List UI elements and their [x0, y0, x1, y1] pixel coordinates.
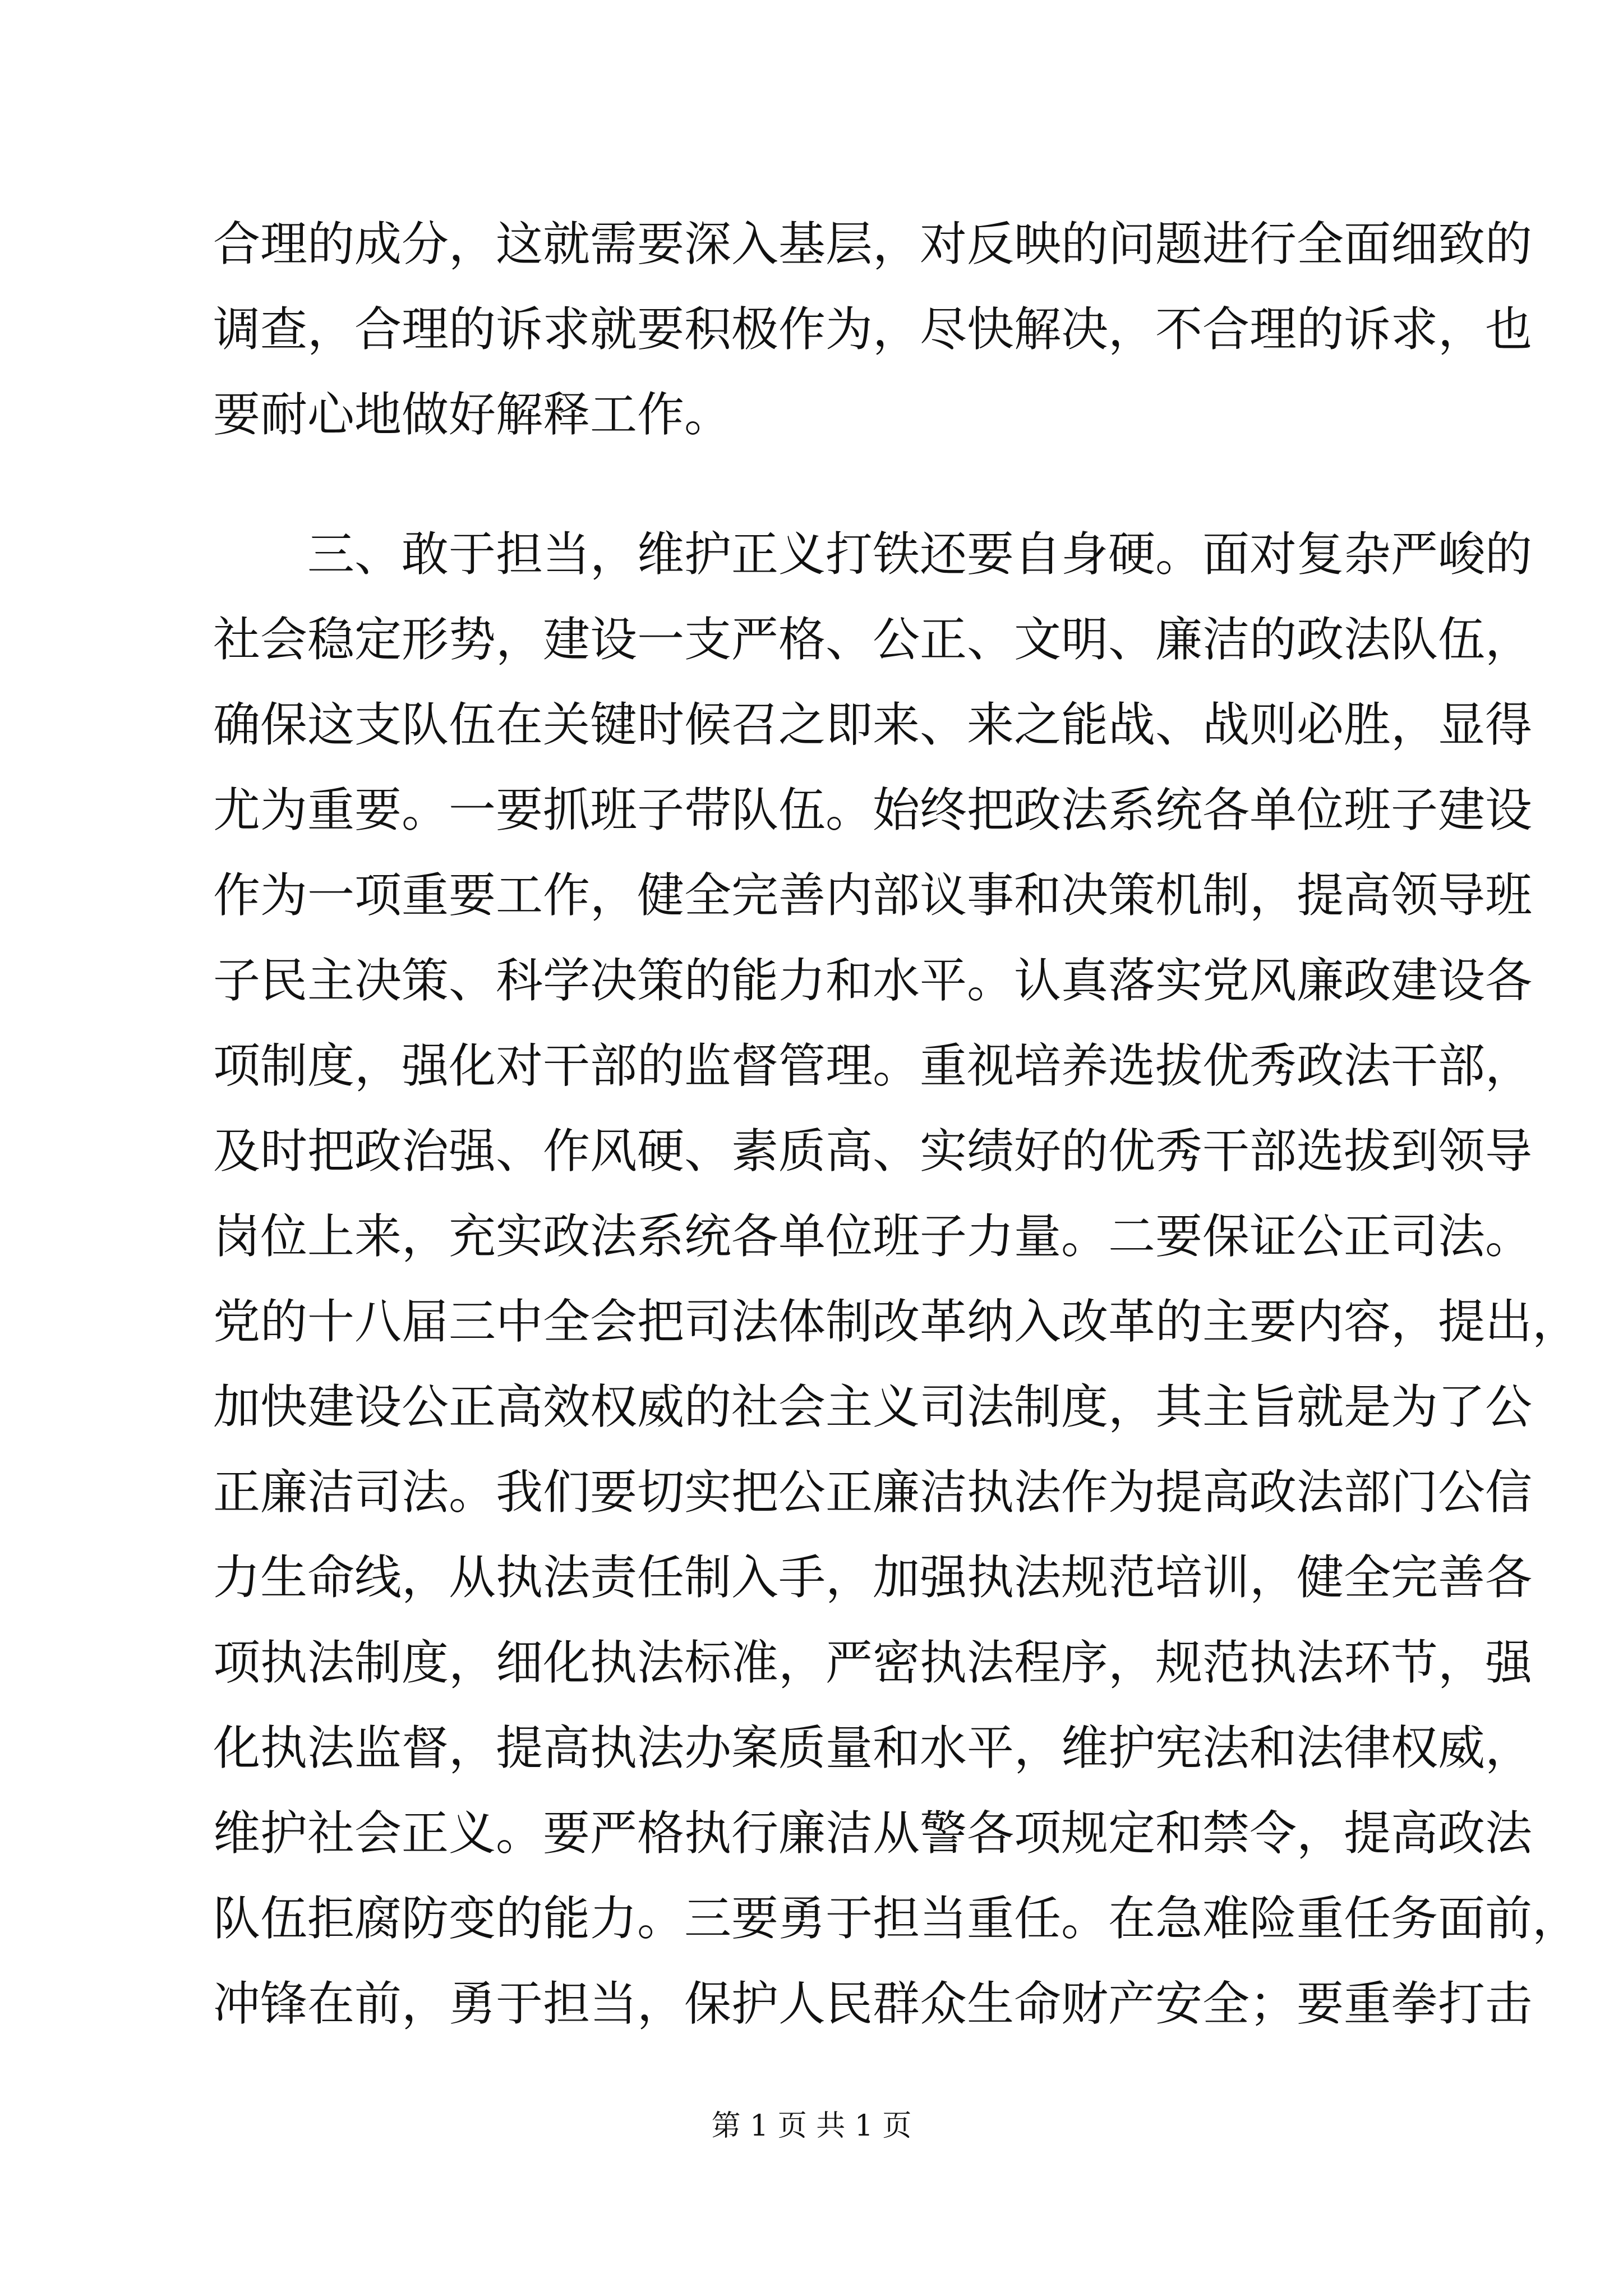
text-line: 社会稳定形势，建设一支严格、公正、文明、廉洁的政法队伍， — [213, 612, 1533, 667]
text-line: 党的十八届三中全会把司法体制改革纳入改革的主要内容，提出， — [213, 1294, 1580, 1349]
text-line: 要耐心地做好解释工作。 — [213, 387, 732, 442]
text-line: 冲锋在前，勇于担当，保护人民群众生命财产安全；要重拳打击 — [213, 1976, 1533, 2031]
text-line: 项制度，强化对干部的监督管理。重视培养选拔优秀政法干部， — [213, 1038, 1533, 1093]
text-line: 确保这支队伍在关键时候召之即来、来之能战、战则必胜，显得 — [213, 697, 1533, 752]
text-line: 维护社会正义。要严格执行廉洁从警各项规定和禁令，提高政法 — [213, 1806, 1533, 1861]
text-line: 合理的成分，这就需要深入基层，对反映的问题进行全面细致的 — [213, 217, 1533, 272]
text-line: 作为一项重要工作，健全完善内部议事和决策机制，提高领导班 — [213, 868, 1533, 923]
text-line: 岗位上来，充实政法系统各单位班子力量。二要保证公正司法。 — [213, 1209, 1533, 1264]
text-line: 加快建设公正高效权威的社会主义司法制度，其主旨就是为了公 — [213, 1379, 1533, 1434]
text-line: 子民主决策、科学决策的能力和水平。认真落实党风廉政建设各 — [213, 953, 1533, 1008]
text-line: 正廉洁司法。我们要切实把公正廉洁执法作为提高政法部门公信 — [213, 1465, 1533, 1520]
text-line: 调查，合理的诉求就要积极作为，尽快解决，不合理的诉求，也 — [213, 302, 1533, 357]
text-line: 及时把政治强、作风硬、素质高、实绩好的优秀干部选拔到领导 — [213, 1124, 1533, 1179]
text-line: 项执法制度，细化执法标准，严密执法程序，规范执法环节，强 — [213, 1635, 1533, 1690]
page-number-footer: 第 1 页 共 1 页 — [711, 2109, 912, 2143]
paragraph-heading: 三、敢于担当，维护正义打铁还要自身硬。面对复杂严峻的 — [307, 527, 1533, 582]
text-line: 队伍拒腐防变的能力。三要勇于担当重任。在急难险重任务面前， — [213, 1891, 1580, 1946]
text-line: 尤为重要。一要抓班子带队伍。始终把政法系统各单位班子建设 — [213, 783, 1533, 838]
text-line: 化执法监督，提高执法办案质量和水平，维护宪法和法律权威， — [213, 1720, 1533, 1775]
text-line: 力生命线，从执法责任制入手，加强执法规范培训，健全完善各 — [213, 1550, 1533, 1605]
